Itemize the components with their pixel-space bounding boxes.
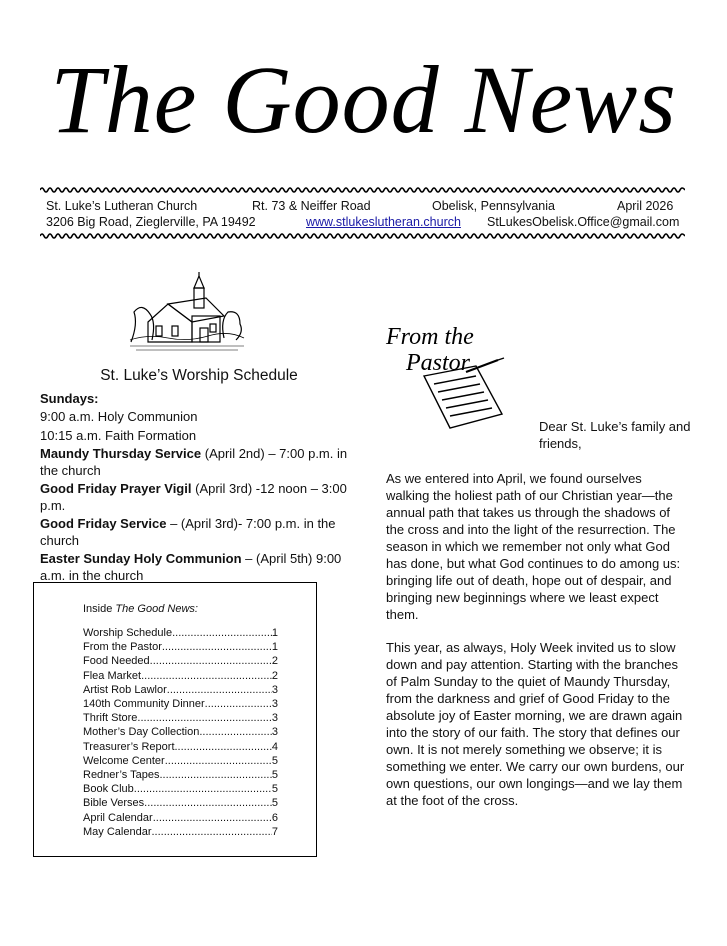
toc-item-page: 5 — [271, 797, 278, 810]
vigil-label: Good Friday Prayer Vigil — [40, 481, 192, 496]
toc-item-label: Bible Verses — [83, 797, 145, 810]
toc-item-page: 2 — [271, 655, 278, 668]
toc-item — [83, 669, 278, 683]
toc-item — [83, 697, 278, 711]
pastor-art-line2: Pastor — [406, 350, 471, 376]
toc-item-label: Redner’s Tapes — [83, 769, 160, 782]
toc-item — [83, 626, 278, 640]
schedule-heading: St. Luke’s Worship Schedule — [100, 367, 298, 384]
pastor-article — [386, 470, 686, 825]
toc-item-label: Worship Schedule — [83, 627, 173, 639]
toc-item — [83, 768, 278, 782]
toc-title-publication: The Good News: — [115, 603, 198, 615]
pastor-greeting: Dear St. Luke’s family and friends, — [539, 419, 691, 451]
church-road: Rt. 73 & Neiffer Road — [252, 199, 371, 213]
toc-item-page: 4 — [271, 740, 278, 753]
toc-item-page: 3 — [271, 712, 278, 725]
toc-item-label: Flea Market — [83, 669, 142, 682]
toc-item-label: May Calendar — [83, 825, 152, 838]
toc-item-page: 3 — [271, 698, 278, 711]
toc-item-label: Thrift Store — [83, 712, 138, 725]
toc-item-page: 3 — [271, 726, 278, 739]
toc-list — [83, 626, 278, 839]
top-decorative-rule — [40, 186, 685, 194]
friday-detail: – (April 3rd)- 7:00 p.m. in the church — [40, 516, 336, 548]
toc-item-label: Welcome Center — [83, 754, 165, 767]
toc-item-label: Artist Rob Lawlor — [83, 683, 167, 696]
easter-detail: – (April 5th) 9:00 a.m. in the church — [40, 551, 342, 583]
sundays-label: Sundays: — [40, 390, 99, 406]
friday-label: Good Friday Service — [40, 516, 167, 531]
toc-item — [83, 711, 278, 725]
church-name: St. Luke’s Lutheran Church — [46, 199, 198, 213]
toc-item — [83, 683, 278, 697]
toc-item — [83, 796, 278, 810]
office-email: StLukesObelisk.Office@gmail.com — [487, 215, 680, 229]
article-paragraph-2: This year, as always, Holy Week invited us to slow down and pay attention. Starting with the branches of Palm Sunday to the quiet of Maundy Thursday, from the darkness and grief of Good Friday to the absolute joy of Easter morning, we are drawn again into the story of our faith. The story that defines our own. It is not merely something we observe; it is something we enter. We carry our own burdens, our own questions, our own longings—and we lay them at the foot of the cross. — [386, 640, 685, 808]
issue-date: April 2026 — [617, 199, 674, 213]
toc-item — [83, 654, 278, 668]
toc-item-page: 5 — [271, 783, 278, 796]
church-address: 3206 Big Road, Zieglerville, PA 19492 — [46, 215, 256, 229]
toc-item — [83, 754, 278, 768]
toc-item — [83, 825, 278, 839]
toc-item-page: 6 — [271, 811, 278, 824]
vigil-detail: (April 3rd) -12 noon – 3:00 p.m. — [40, 481, 347, 513]
toc-item-page: 5 — [271, 769, 278, 782]
bottom-decorative-rule — [40, 232, 685, 240]
toc-item — [83, 782, 278, 796]
toc-item — [83, 811, 278, 825]
sunday-service-1: 9:00 a.m. Holy Communion — [40, 409, 198, 424]
pastor-art-line1: From the — [386, 324, 474, 350]
from-the-pastor-illustration — [384, 318, 508, 436]
church-town: Obelisk, Pennsylvania — [432, 199, 555, 213]
toc-item-label: Mother’s Day Collection — [83, 726, 200, 739]
toc-item-label: 140th Community Dinner — [83, 698, 205, 711]
website-link[interactable]: www.stlukeslutheran.church — [306, 215, 461, 229]
article-paragraph-1: As we entered into April, we found ourselves walking the holiest path of our Christian year—the annual path that takes us through the shadows of the cross and into the light of the resurrection. The season in which we remember not only what God has done, but what God continues to do among us: bringing life out of death, hope out of despair, and bringing new beginnings where we least expect them. — [386, 471, 681, 622]
maundy-label: Maundy Thursday Service — [40, 446, 202, 461]
easter-entry — [40, 551, 358, 584]
toc-title — [83, 603, 198, 615]
maundy-detail: (April 2nd) – 7:00 p.m. in the church — [40, 446, 348, 478]
table-of-contents — [33, 582, 317, 857]
toc-item-page: 2 — [271, 669, 278, 682]
toc-item-label: Book Club — [83, 783, 134, 796]
worship-schedule — [40, 368, 358, 586]
toc-item — [83, 740, 278, 754]
toc-item-page: 1 — [271, 641, 278, 654]
toc-item-page: 7 — [271, 825, 278, 838]
toc-item-label: April Calendar — [83, 811, 153, 824]
toc-item-label: Treasurer’s Report — [83, 740, 175, 753]
easter-label: Easter Sunday Holy Communion — [40, 551, 242, 566]
toc-item-label: Food Needed — [83, 655, 150, 668]
toc-item — [83, 725, 278, 739]
toc-title-prefix: Inside — [83, 603, 113, 615]
toc-item-label: From the Pastor — [83, 641, 162, 654]
masthead-title: The Good News — [50, 46, 677, 153]
toc-item-page: 1 — [271, 627, 278, 639]
sunday-service-2: 10:15 a.m. Faith Formation — [40, 427, 197, 443]
good-friday-entry — [40, 516, 358, 549]
toc-item — [83, 640, 278, 654]
maundy-thursday-entry — [40, 446, 358, 479]
toc-item-page: 3 — [271, 683, 278, 696]
church-illustration — [128, 272, 246, 354]
toc-item-page: 5 — [271, 754, 278, 767]
prayer-vigil-entry — [40, 481, 358, 514]
